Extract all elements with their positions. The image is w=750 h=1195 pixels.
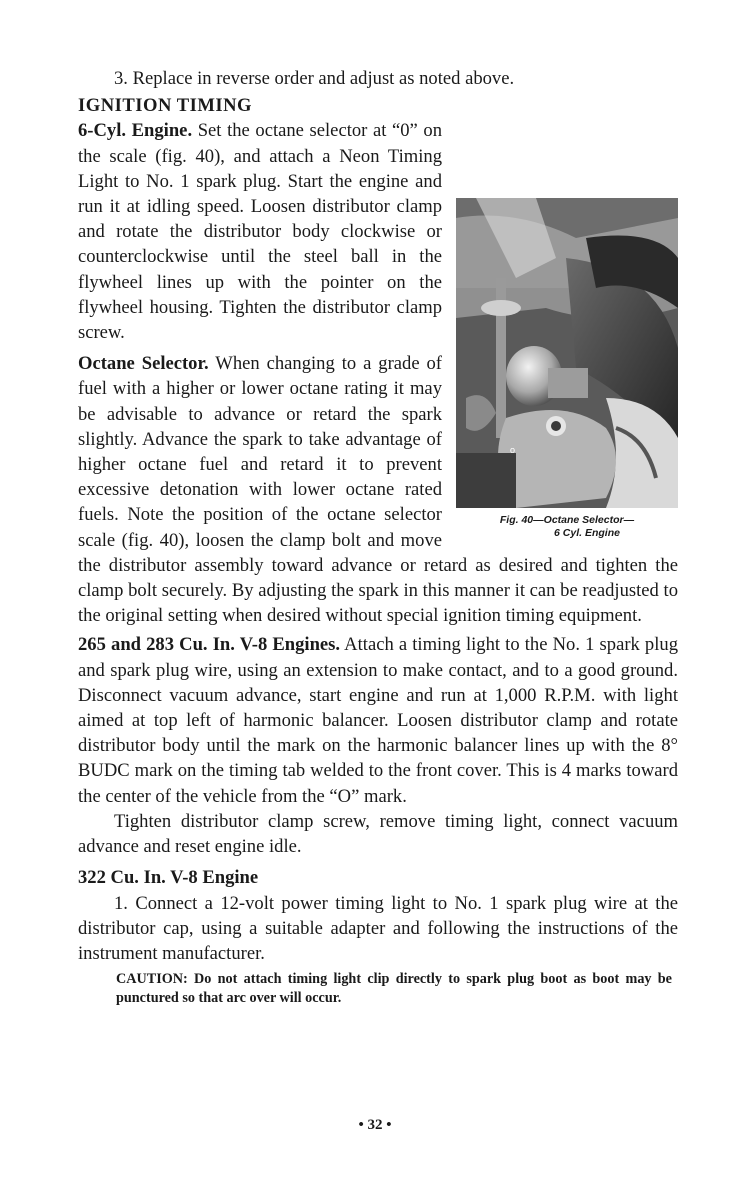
page-number: • 32 • <box>358 1117 392 1133</box>
six-cyl-lead: 6-Cyl. Engine. <box>78 120 193 142</box>
v8-paragraph <box>78 632 678 808</box>
photo-marker-label: o <box>510 445 516 456</box>
v8-322-step1: 1. Connect a 12-volt power timing light to No. 1 spark plug wire at the distributor cap, using a suitable adapter and following the instructions of the instrument manufacturer. <box>78 892 678 964</box>
v8-322-heading: 322 Cu. In. V-8 Engine <box>78 867 259 889</box>
figure-caption-line2: 6 Cyl. Engine <box>554 527 620 540</box>
six-cyl-text: Set the octane selector at “0” on the scale (fig. 40), and attach a Neon Timing Light to No. 1 spark plug. Start the engine and run it at idling speed. Loosen distributor clamp and rotate the distributor body clockwise or counterclockwise until the steel ball in the flywheel lines up with the pointer on the flywheel housing. Tighten the distributor clamp screw. <box>78 120 442 344</box>
ignition-timing-heading: IGNITION TIMING <box>78 95 253 117</box>
octane-selector-illustration <box>456 198 678 508</box>
octane-lead: Octane Selector. <box>78 353 209 375</box>
figure-40 <box>456 198 678 540</box>
figure-caption-line1: Fig. 40—Octane Selector— <box>499 514 635 527</box>
octane-text: When changing to a grade of fuel with a higher or lower octane rating it may be advisable to advance or retard the spark slightly. Advance the spark to take advantage of higher octane fuel and retard it to prevent excessive detonation with lower octane rated fuels. Note the position of the octane selector scale (fig. 40), loosen the clamp bolt and move the distributor assembly toward advance or retard as desired and tighten the clamp bolt securely. By adjusting the spark in this manner it can be readjusted to the original setting when desired without special ignition timing equipment. <box>78 353 678 627</box>
v8-tighten-paragraph: Tighten distributor clamp screw, remove timing light, connect vacuum advance and reset engine idle. <box>78 810 678 858</box>
caution-note: CAUTION: Do not attach timing light clip directly to spark plug boot as boot may be punctured so that arc over will occur. <box>116 971 672 1007</box>
step-3: 3. Replace in reverse order and adjust as noted above. <box>114 68 515 89</box>
v8-lead: 265 and 283 Cu. In. V-8 Engines. <box>78 634 341 656</box>
body-text <box>78 66 678 1008</box>
octane-selector-photo <box>456 198 678 508</box>
v8-text: Attach a timing light to the No. 1 spark plug and spark plug wire, using an extension to make contact, and to a good ground. Disconnect vacuum advance, start engine and run at 1,000 R.P.M. with light aimed at top left of harmonic balancer. Loosen distributor clamp and rotate distributor body until the mark on the harmonic balancer lines up with the 8° BUDC mark on the timing tab welded to the front cover. This is 4 marks toward the center of the vehicle from the “O” mark. <box>78 634 678 807</box>
figure-caption <box>456 514 678 540</box>
